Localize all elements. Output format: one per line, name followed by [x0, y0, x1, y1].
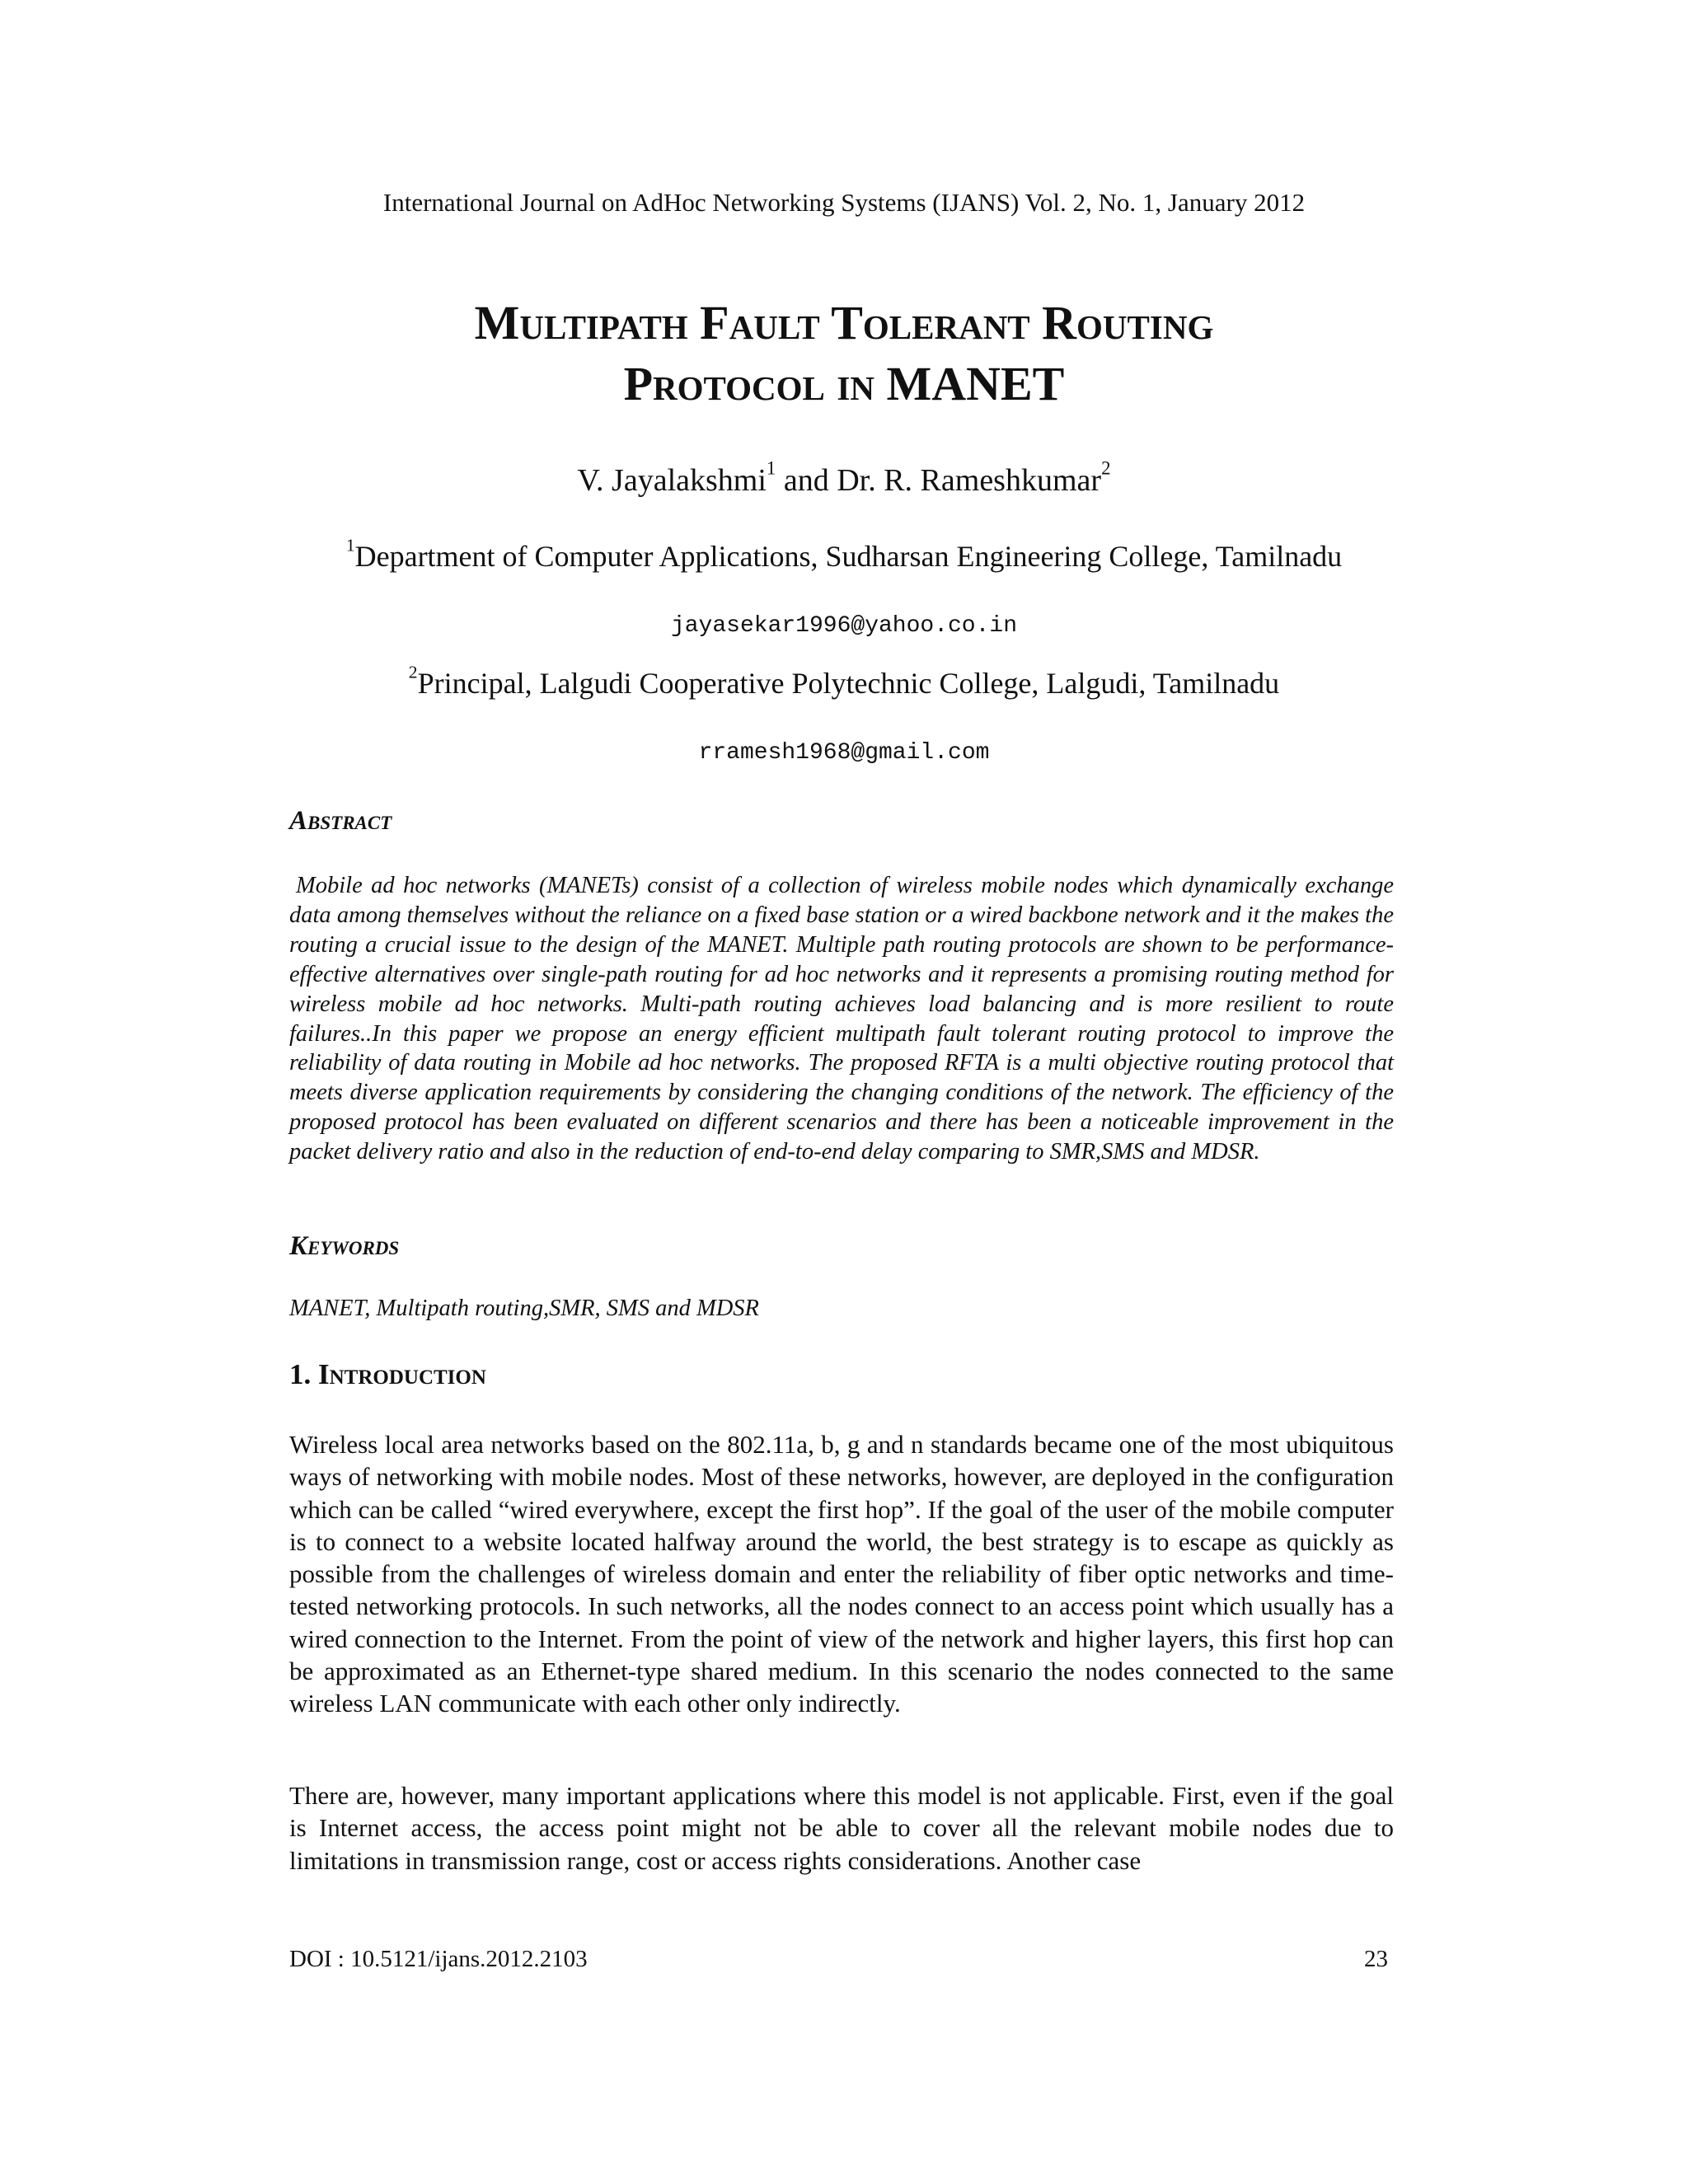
author-connector: and — [776, 463, 837, 498]
author-1-email: jayasekar1996@yahoo.co.in — [670, 613, 1018, 639]
introduction-paragraph-1: Wireless local area networks based on the 802.11a, b, g and n standards became one of the most ubiquitous ways of networking with mobile nodes. Most of these networks, however, are deployed in the configuration which can be called “wired everywhere, except the first hop”. If the goal of the user of the mobile computer is to connect to a website located halfway around the world, the best strategy is to escape as quickly as possible from the challenges of wireless domain and enter the reliability of fiber optic networks and time-tested networking protocols. In such networks, all the nodes connect to an access point which usually has a wired connection to the Internet. From the point of view of the network and higher layers, this first hop can be approximated as an Ethernet-type shared medium. In this scenario the nodes connected to the same wireless LAN communicate with each other only indirectly. — [289, 1430, 1394, 1718]
author-2-name: Dr. R. Rameshkumar — [837, 463, 1102, 498]
author-1-name: V. Jayalakshmi — [577, 463, 767, 498]
author-2-affiliation-mark: 2 — [1101, 457, 1111, 479]
introduction-heading: 1. Introduction — [289, 1358, 486, 1390]
affiliation-1 — [0, 537, 1688, 575]
keywords-text: MANET, Multipath routing,SMR, SMS and MDSR — [289, 1296, 759, 1321]
author-1-affiliation-mark: 1 — [766, 457, 776, 479]
affiliation-2 — [0, 664, 1688, 702]
affiliation-2-text: Principal, Lalgudi Cooperative Polytechnic College, Lalgudi, Tamilnadu — [417, 667, 1280, 700]
author-list — [0, 457, 1688, 501]
affiliation-1-text: Department of Computer Applications, Sudharsan Engineering College, Tamilnadu — [354, 540, 1343, 573]
footer-page-number: 23 — [1364, 1946, 1388, 1972]
affiliation-1-mark: 1 — [345, 535, 355, 555]
journal-running-header: International Journal on AdHoc Networking Systems (IJANS) Vol. 2, No. 1, January 2012 — [382, 188, 1306, 217]
paper-title-line-1: Multipath Fault Tolerant Routing — [474, 296, 1214, 349]
footer-doi: DOI : 10.5121/ijans.2012.2103 — [289, 1946, 588, 1972]
abstract-heading: Abstract — [289, 806, 392, 836]
author-2-email: rramesh1968@gmail.com — [698, 740, 990, 766]
introduction-paragraph-2: There are, however, many important applications where this model is not applicable. First, even if the goal is Internet access, the access point might not be able to cover all the relevant mobile nodes due to limitations in transmission range, cost or access rights considerations. Another case — [289, 1781, 1394, 1875]
paper-title-line-2: Protocol in MANET — [623, 357, 1065, 410]
affiliation-2-mark: 2 — [408, 662, 418, 682]
paper-title — [0, 293, 1688, 415]
keywords-heading: Keywords — [289, 1231, 400, 1261]
abstract-text: Mobile ad hoc networks (MANETs) consist of a collection of wireless mobile nodes which dynamically exchange data among themselves without the reliance on a fixed base station or a wired backbone network and it the makes the routing a crucial issue to the design of the MANET. Multiple path routing protocols are shown to be performance-effective alternatives over single-path routing for ad hoc networks and it represents a promising routing method for wireless mobile ad hoc networks. Multi-path routing achieves load balancing and is more resilient to route failures..In this paper we propose an energy efficient multipath fault tolerant routing protocol to improve the reliability of data routing in Mobile ad hoc networks. The proposed RFTA is a multi objective routing protocol that meets diverse application requirements by considering the changing conditions of the network. The efficiency of the proposed protocol has been evaluated on different scenarios and there has been a noticeable improvement in the packet delivery ratio and also in the reduction of end-to-end delay comparing to SMR,SMS and MDSR. — [289, 873, 1394, 1165]
